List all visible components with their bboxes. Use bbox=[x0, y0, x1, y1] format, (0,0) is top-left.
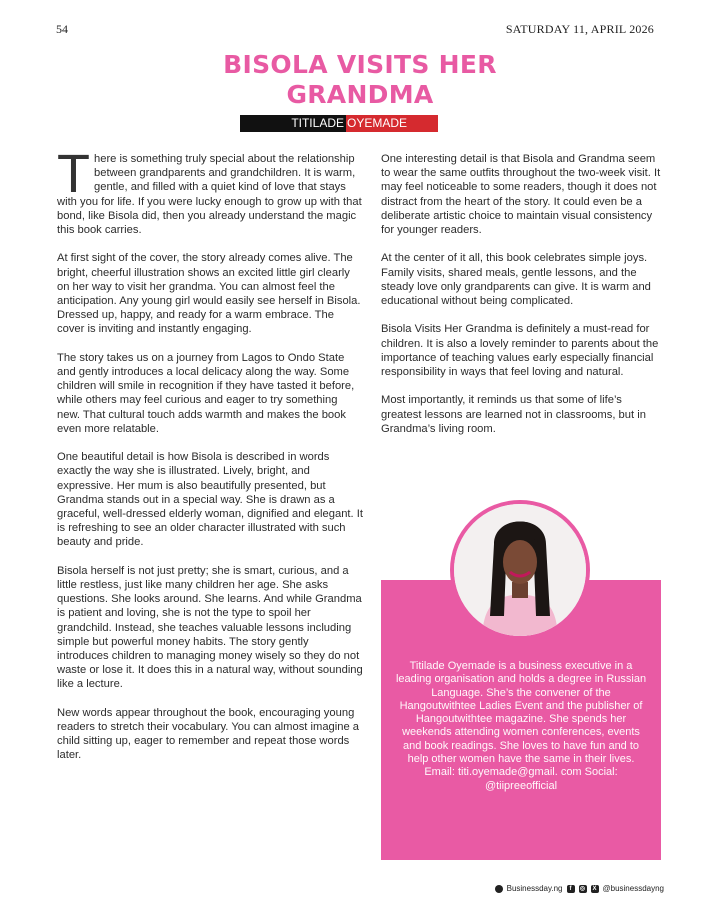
author-portrait-illustration bbox=[454, 504, 586, 636]
footer-site-link[interactable]: Businessday.ng bbox=[506, 884, 563, 893]
article-paragraph bbox=[57, 144, 363, 237]
article-paragraph: At the center of it all, this book celebrates simple joys. Family visits, shared meals, gentle lessons, and the steady love only grandparents can give. It is warm and educational without being complicated. bbox=[381, 252, 651, 308]
author-bio-text: Titilade Oyemade is a business executive in a leading organisation and holds a degree in Russian Language. She’s the convener of the Hangoutwithtee Ladies Event and the publisher of Hangoutwithtee magazine. She spends her weekends attending women conferences, events and book readings. She loves to have fun and to help other women have the same in their lives. Email: titi.oyemade@gmail. com Social: @tiipreeofficial bbox=[395, 660, 647, 792]
globe-icon bbox=[495, 885, 503, 893]
article-paragraph: Most importantly, it reminds us that some of life’s greatest lessons are learned not in classrooms, but in Grandma’s living room. bbox=[381, 394, 646, 435]
article-column-left bbox=[57, 144, 363, 777]
article-title-line-1: BISOLA VISITS HER bbox=[223, 50, 497, 79]
footer-social-handle[interactable]: @businessdayng bbox=[602, 884, 664, 893]
author-portrait bbox=[450, 500, 590, 640]
article-title bbox=[0, 50, 720, 110]
article-column-right bbox=[381, 152, 663, 450]
article-paragraph: At first sight of the cover, the story already comes alive. The bright, cheerful illustration shows an excited little girl clearly on her way to visit her grandma. You can almost feel the anticipation. Any young girl would easily see herself in Bisola. Dressed up, happy, and ready for a warm embrace. The cover is inviting and instantly engaging. bbox=[57, 252, 361, 336]
publication-date: SATURDAY 11, APRIL 2026 bbox=[505, 22, 654, 36]
article-paragraph: The story takes us on a journey from Lagos to Ondo State and gently introduces a local delicacy along the way. Some children will smile in recognition if they have tasted it before, while others may feel curious and eager to try something new. That cultural touch adds warmth and makes the book even more relatable. bbox=[57, 351, 355, 435]
article-paragraph: Bisola Visits Her Grandma is definitely a must-read for children. It is also a lovely reminder to parents about the importance of teaching values early especially financial responsibility in ways that feel loving and natural. bbox=[381, 323, 659, 379]
author-byline bbox=[240, 115, 438, 132]
article-paragraph: One interesting detail is that Bisola and Grandma seem to wear the same outfits throughout the two-week visit. It may feel noticeable to some readers, though it does not distract from the heart of the story. It could even be a deliberate artistic choice to maintain visual consistency for younger readers. bbox=[381, 153, 661, 237]
facebook-icon[interactable]: f bbox=[567, 885, 575, 893]
author-last-name: OYEMADE bbox=[346, 115, 438, 132]
article-paragraph: Bisola herself is not just pretty; she is smart, curious, and a little restless, just like many children her age. She asks questions. She looks around. She learns. And while Grandma is patient and loving, she is not the type to spoil her grandchild. Instead, she teaches valuable lessons including simple but powerful money habits. The story gently introduces children to managing money wisely so they do not waste or lose it. It does this in a natural way, without sounding like a lecture. bbox=[57, 564, 363, 691]
article-paragraph: New words appear throughout the book, encouraging young readers to stretch their vocabulary. You can almost imagine a child sitting up, eager to remember and repeat those words later. bbox=[57, 706, 360, 762]
drop-cap: T bbox=[57, 144, 90, 204]
footer-social bbox=[495, 884, 664, 893]
author-first-name: TITILADE bbox=[240, 115, 346, 132]
paragraph-text: here is something truly special about the relationship between grandparents and grandchildren. It is warm, gentle, and filled with a quiet kind of love that stays with you for life. If you were lucky enough to grow up with that bond, like Bisola did, then you already understand the magic this book carries. bbox=[57, 153, 362, 237]
page-number: 54 bbox=[56, 22, 68, 36]
article-paragraph: One beautiful detail is how Bisola is described in words exactly the way she is illustrated. Lively, bright, and expressive. Her mum is also beautifully presented, but Grandma stands out in a special way. She is drawn as a graceful, well-dressed elderly woman, dignified and elegant. It is refreshing to see an older character illustrated with such beauty and pride. bbox=[57, 451, 363, 549]
article-title-line-2: GRANDMA bbox=[286, 80, 434, 109]
x-icon[interactable]: X bbox=[592, 885, 597, 892]
instagram-icon[interactable]: ◎ bbox=[579, 885, 586, 892]
